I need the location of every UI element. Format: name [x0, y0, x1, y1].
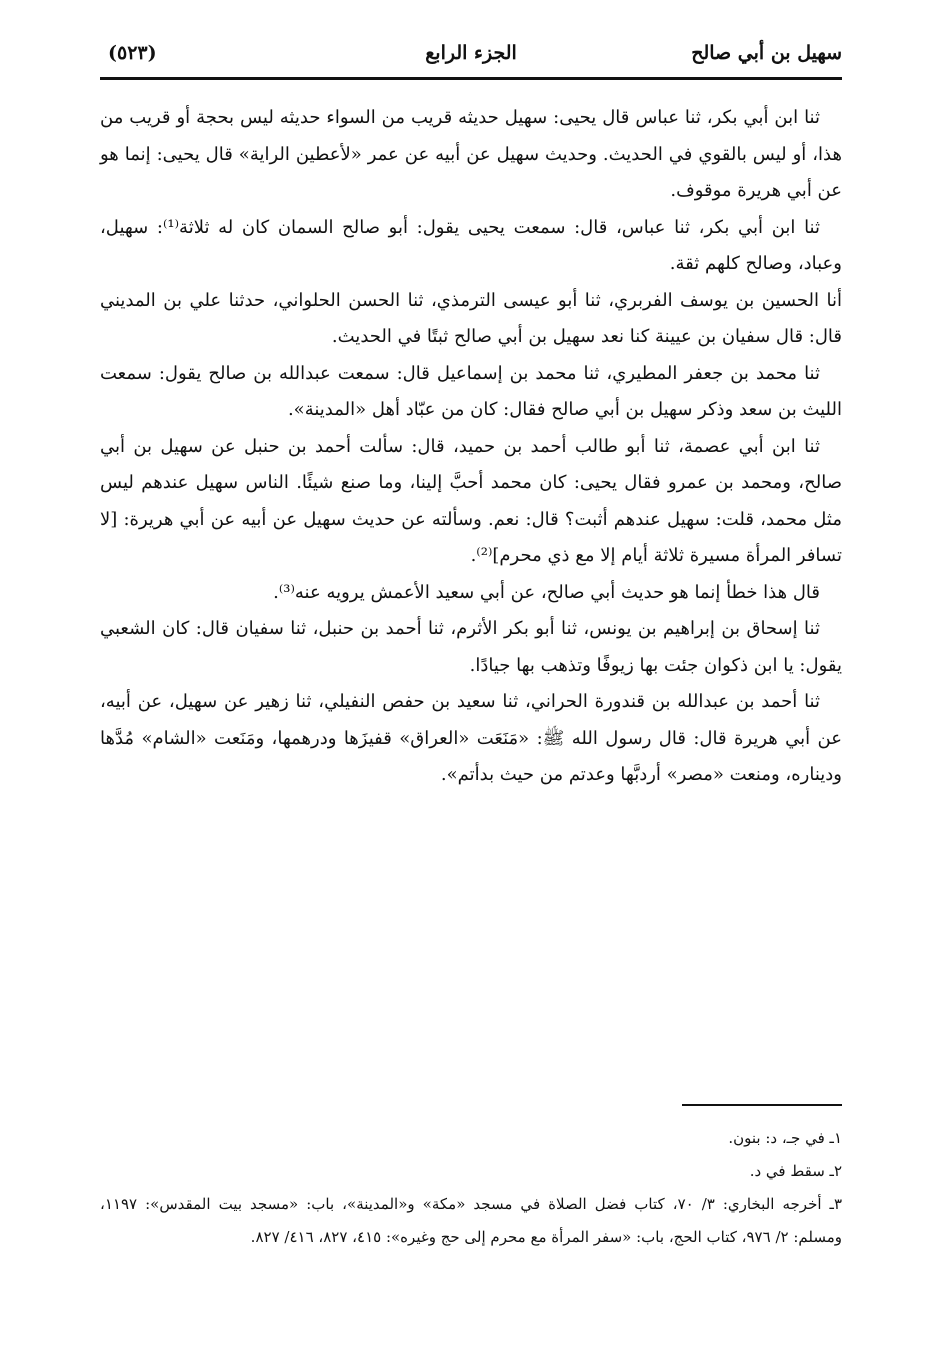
page-header	[100, 30, 842, 74]
paragraph: ثنا محمد بن جعفر المطيري، ثنا محمد بن إسماعيل قال: سمعت عبدالله بن صالح يقول: سمعت الليث بن سعد وذكر سهيل بن أبي صالح فقال: كان من عبّاد أهل «المدينة».	[100, 362, 842, 420]
main-text	[100, 100, 842, 794]
paragraph: ثنا أحمد بن عبدالله بن قندورة الحراني، ثنا سعيد بن حفص النفيلي، ثنا زهير عن سهيل، عن أبيه، عن أبي هريرة قال: قال رسول الله ﷺ: «مَنَعَت «العراق» قفيزَها ودرهمها، ومَنَعت «الشام» مُدَّها وديناره، ومنعت «مصر» أردبَّها وعدتم من حيث بدأتم».	[100, 691, 842, 785]
page-number: (٥٢٣)	[108, 42, 157, 64]
running-title: سهيل بن أبي صالح	[691, 42, 842, 64]
volume-label: الجزء الرابع	[425, 42, 517, 64]
paragraph: ثنا إسحاق بن إبراهيم بن يونس، ثنا أبو بكر الأثرم، ثنا أحمد بن حنبل، ثنا سفيان قال: كان الشعبي يقول: يا ابن ذكوان جئت بها زيوفًا وتذهب بها جيادًا.	[100, 618, 842, 676]
paragraph: قال هذا خطأ إنما هو حديث أبي صالح، عن أبي سعيد الأعمش يرويه عنه⁽³⁾.	[273, 581, 820, 603]
header-rule	[100, 77, 842, 80]
footnote-rule	[682, 1104, 842, 1106]
paragraph: أنا الحسين بن يوسف الفربري، ثنا أبو عيسى الترمذي، ثنا الحسن الحلواني، حدثنا علي بن المديني قال: قال سفيان بن عيينة كنا نعد سهيل بن أبي صالح ثبتًا في الحديث.	[100, 289, 842, 347]
footnotes	[100, 1122, 842, 1254]
footnote: ٣ـ أخرجه البخاري: ٣/ ٧٠، كتاب فضل الصلاة في مسجد «مكة» و«المدينة»، باب: «مسجد بيت المقدس»: ١١٩٧، ومسلم: ٢/ ٩٧٦، كتاب الحج، باب: «سفر المرأة مع محرم إلى حج وغيره»: ٤١٥، ٨٢٧، ٤١٦/ ٨٢٧.	[100, 1195, 842, 1246]
footnote: ٢ـ سقط في د.	[749, 1162, 842, 1180]
paragraph: ثنا ابن أبي بكر، ثنا عباس، قال: سمعت يحيى يقول: أبو صالح السمان كان له ثلاثة⁽¹⁾: سهيل، وعباد، وصالح كلهم ثقة.	[100, 216, 842, 274]
paragraph: ثنا ابن أبي عصمة، ثنا أبو طالب أحمد بن حميد، قال: سألت أحمد بن حنبل عن سهيل بن أبي صالح، ومحمد بن عمرو فقال يحيى: كان محمد أحبَّ إلينا، وما صنع شيئًا. الناس سهيل عندهم ليس مثل محمد، قلت: سهيل عندهم أثبت؟ قال: نعم. وسألته عن حديث سهيل عن أبيه عن أبي هريرة: [لا تسافر المرأة مسيرة ثلاثة أيام إلا مع ذي محرم]⁽²⁾.	[100, 435, 842, 566]
paragraph: ثنا ابن أبي بكر، ثنا عباس قال يحيى: سهيل حديثه قريب من السواء حديثه ليس بحجة أو قريب من هذا، أو ليس بالقوي في الحديث. وحديث سهيل عن أبيه عن عمر «لأعطين الراية» قال يحيى: إنما هو عن أبي هريرة موقوف.	[100, 107, 842, 201]
footnote: ١ـ في جـ، د: بنون.	[728, 1129, 842, 1147]
